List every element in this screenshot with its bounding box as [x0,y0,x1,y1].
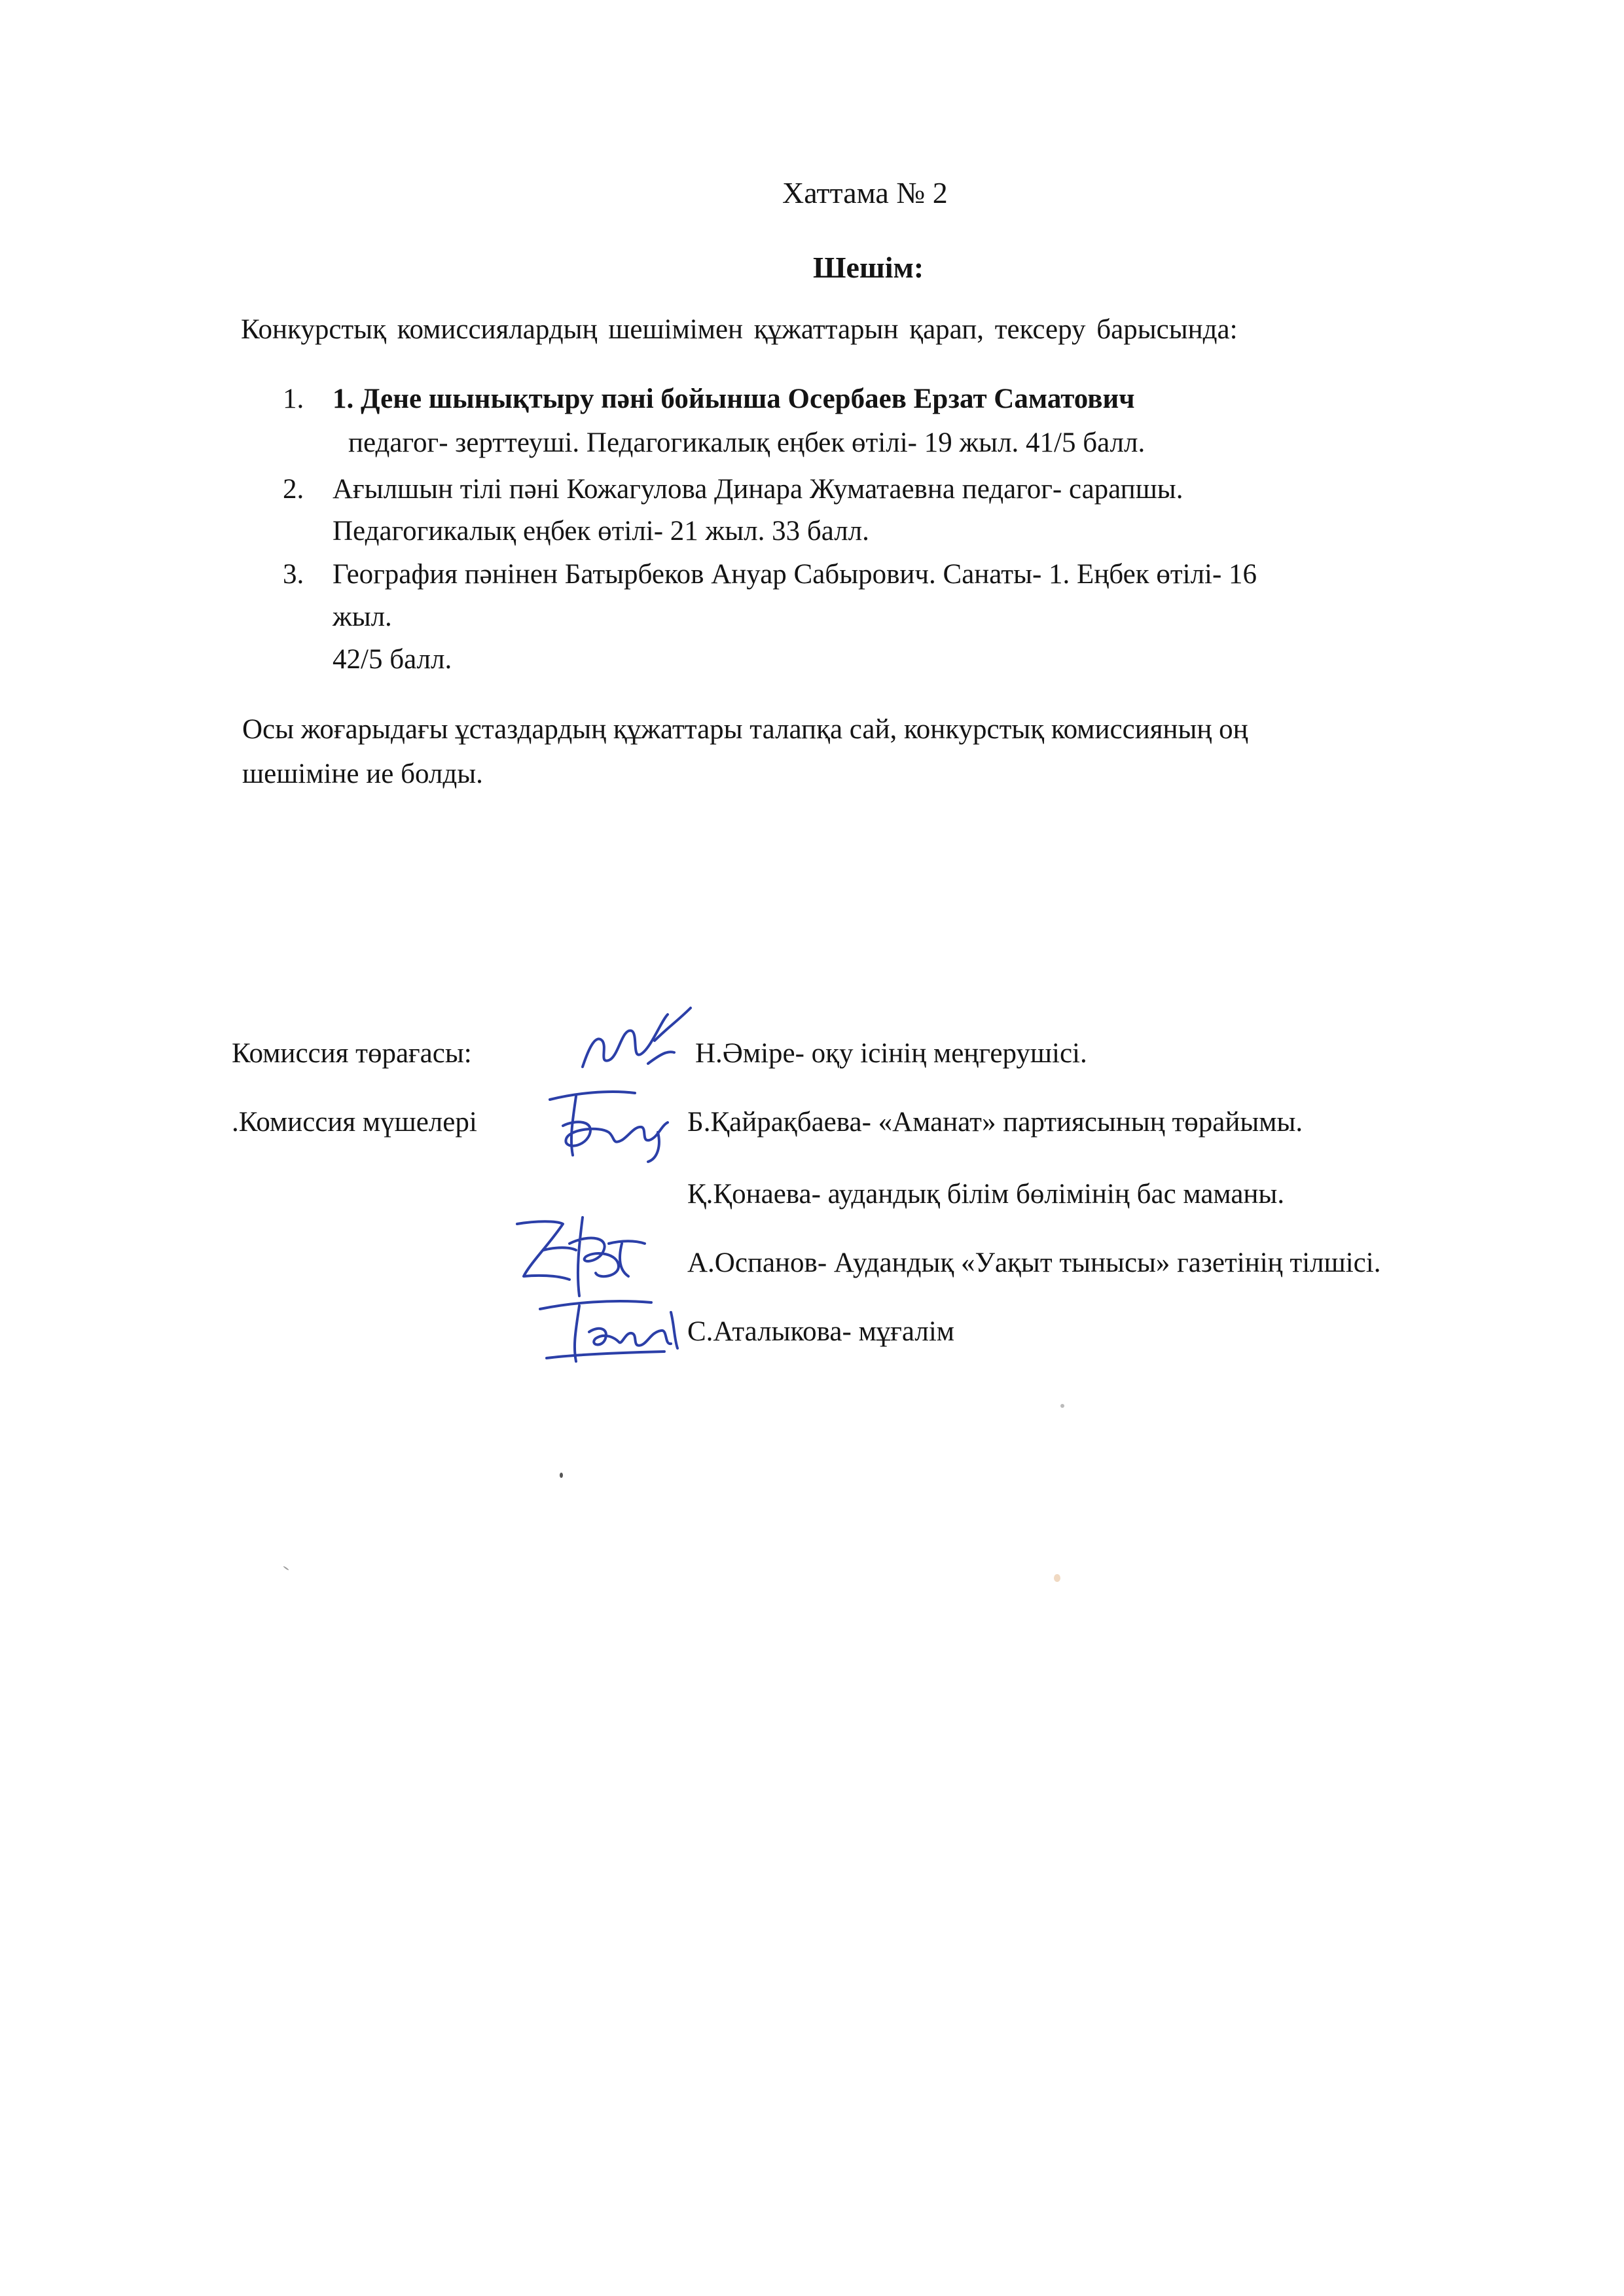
signatory-entry: Н.Әміре- оқу ісінің меңгерушісі. [695,1038,1087,1069]
signatory-entry: Қ.Қонаева- аудандық білім бөлімінің бас маманы. [687,1179,1285,1210]
decision-heading: Шешім: [813,251,924,284]
document-title: Хаттама № 2 [782,176,948,209]
signatory-entry: А.Оспанов- Аудандық «Уақыт тынысы» газетінің тілшісі. [687,1247,1381,1278]
scan-speck [1060,1404,1064,1408]
list-item-line: 42/5 балл. [333,644,452,675]
signature-member-1 [537,1080,694,1165]
list-item-line: 1. Дене шынықтыру пәні бойынша Осербаев Ерзат Саматович [333,384,1135,414]
list-marker: 1. [283,384,304,414]
signature-member-2 [504,1204,655,1302]
conclusion-line: Осы жоғарыдағы ұстаздардың құжаттары талапқа сай, конкурстық комиссияның оң [242,714,1248,745]
list-marker: 2. [283,474,304,505]
conclusion-line: шешіміне ие болды. [242,759,483,789]
scan-speck [1054,1574,1060,1582]
signatory-entry: С.Аталыкова- мұғалім [687,1316,954,1347]
chair-label: Комиссия төрағасы: [232,1038,472,1069]
list-item-line: Ағылшын тілі пәні Кожагулова Динара Жуматаевна педагог- сарапшы. [333,474,1183,505]
scan-speck [283,1566,289,1570]
signatory-entry: Б.Қайрақбаева- «Аманат» партиясының төрайымы. [687,1107,1303,1138]
list-marker: 3. [283,559,304,590]
list-item-line: педагог- зерттеуші. Педагогикалық еңбек өтілі- 19 жыл. 41/5 балл. [348,427,1146,458]
list-item-line: Педагогикалық еңбек өтілі- 21 жыл. 33 балл. [333,516,869,547]
members-label: .Комиссия мүшелері [232,1107,477,1138]
signature-chair [569,1001,700,1080]
scan-speck [560,1473,563,1478]
list-item-line: География пәнінен Батырбеков Ануар Сабырович. Санаты- 1. Еңбек өтілі- 16 [333,559,1257,590]
list-item-line: жыл. [333,601,392,632]
intro-paragraph: Конкурстық комиссиялардың шешімімен құжаттарын қарап, тексеру барысында: [241,314,1238,345]
signature-member-3 [533,1293,691,1371]
